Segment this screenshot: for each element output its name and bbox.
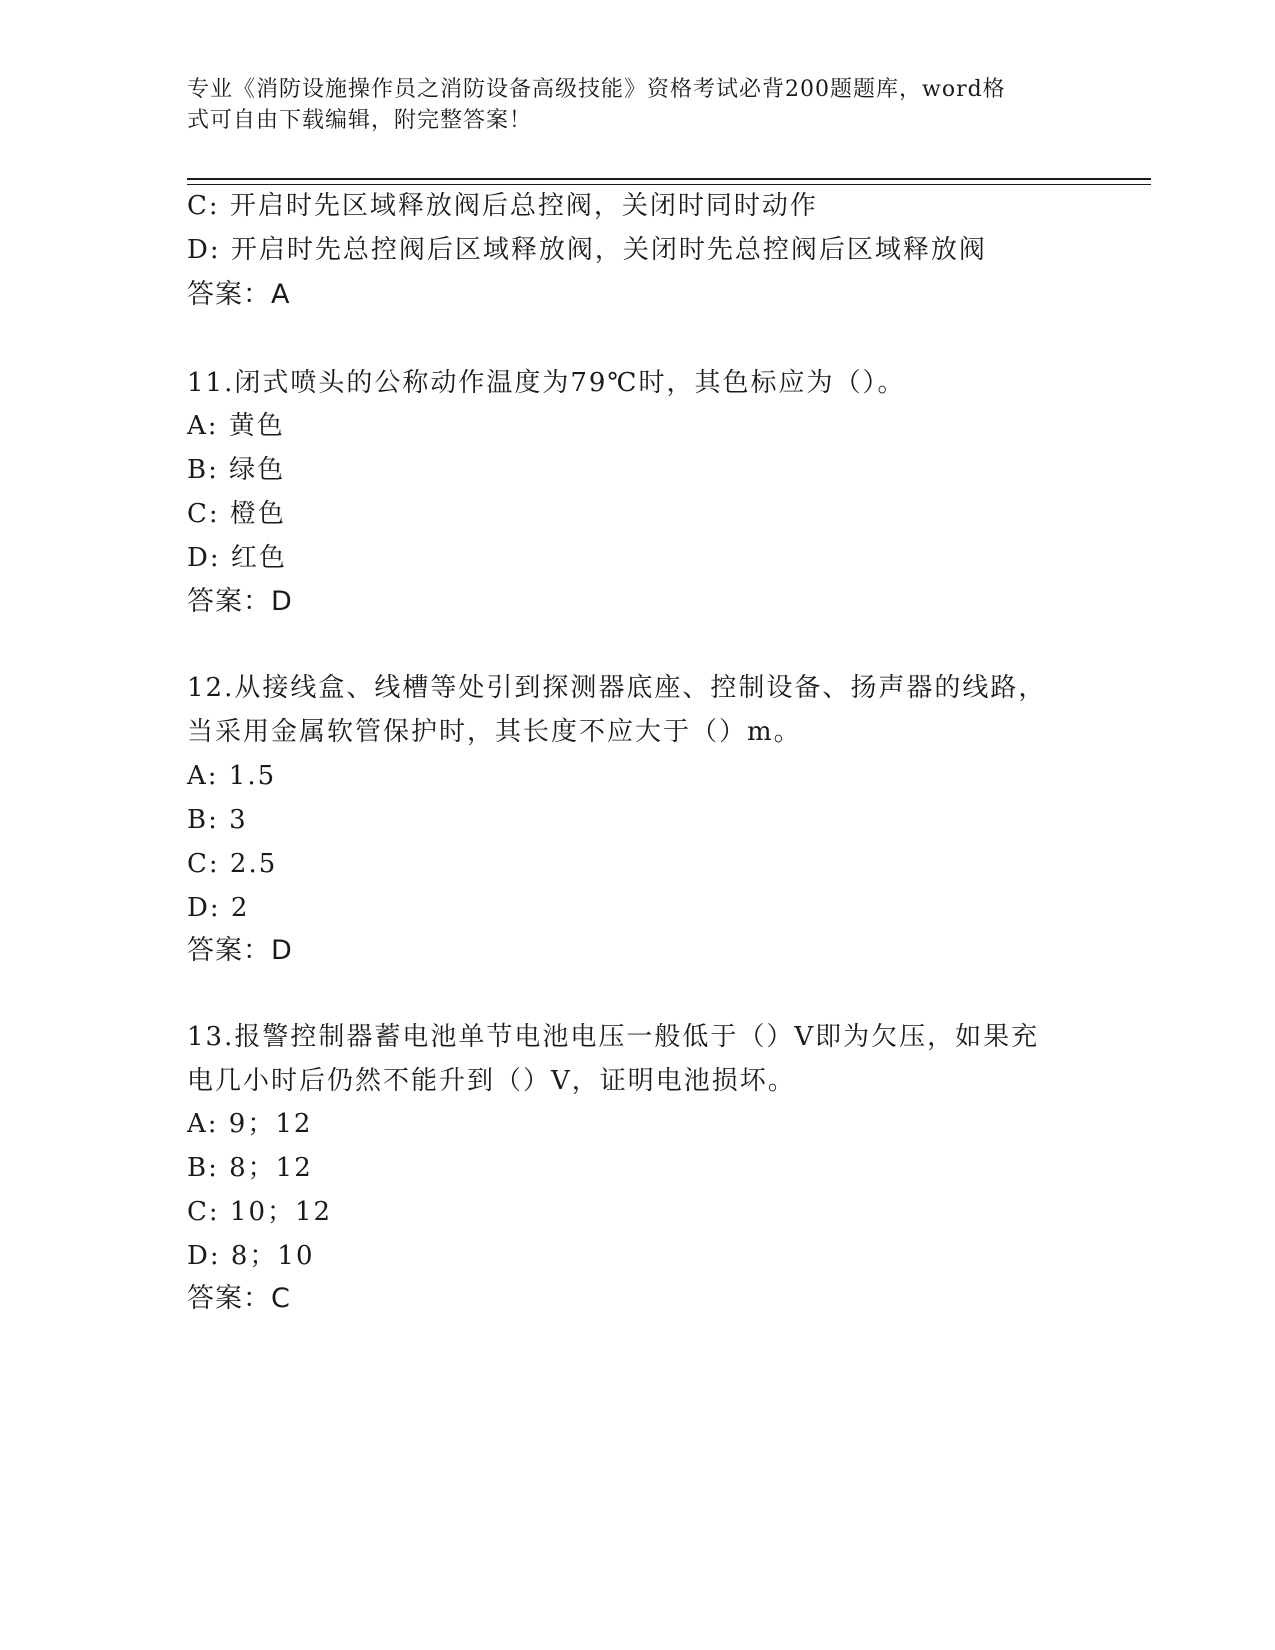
question-12-option-d: D: 2 (187, 893, 250, 923)
question-12-answer: 答案：D (187, 935, 293, 966)
answer-carryover: 答案：A (187, 279, 291, 310)
question-11-option-a: A: 黄色 (187, 411, 285, 441)
header-line-2: 式可自由下载编辑，附完整答案！ (187, 108, 533, 133)
option-c-carryover: C: 开启时先区域释放阀后总控阀，关闭时同时动作 (187, 191, 818, 221)
question-13-answer: 答案：C (187, 1283, 291, 1314)
question-13-option-d: D: 8；10 (187, 1241, 315, 1271)
question-12-option-a: A: 1.5 (187, 761, 277, 791)
question-13-stem-line-2: 电几小时后仍然不能升到（）V，证明电池损坏。 (187, 1066, 796, 1096)
question-13-option-a: A: 9；12 (187, 1109, 313, 1139)
question-11-stem: 11.闭式喷头的公称动作温度为79℃时，其色标应为（）。 (187, 368, 906, 398)
question-12-stem-line-1: 12.从接线盒、线槽等处引到探测器底座、控制设备、扬声器的线路， (187, 673, 1047, 703)
header-divider-thick (187, 178, 1151, 180)
question-13-option-b: B: 8；12 (187, 1153, 313, 1183)
question-12-stem-line-2: 当采用金属软管保护时，其长度不应大于（）m。 (187, 717, 802, 747)
question-11-option-b: B: 绿色 (187, 455, 286, 485)
question-13-option-c: C: 10；12 (187, 1197, 333, 1227)
header-divider-thin (187, 184, 1151, 185)
question-11-option-d: D: 红色 (187, 543, 287, 573)
question-12-option-c: C: 2.5 (187, 849, 278, 879)
document-header (187, 74, 1067, 136)
question-13-stem-line-1: 13.报警控制器蓄电池单节电池电压一般低于（）V即为欠压，如果充 (187, 1022, 1040, 1052)
question-11-option-c: C: 橙色 (187, 499, 286, 529)
question-12-option-b: B: 3 (187, 805, 248, 835)
question-11-answer: 答案：D (187, 586, 293, 617)
option-d-carryover: D: 开启时先总控阀后区域释放阀，关闭时先总控阀后区域释放阀 (187, 235, 987, 265)
header-line-1: 专业《消防设施操作员之消防设备高级技能》资格考试必背200题题库，word格 (187, 77, 1006, 102)
